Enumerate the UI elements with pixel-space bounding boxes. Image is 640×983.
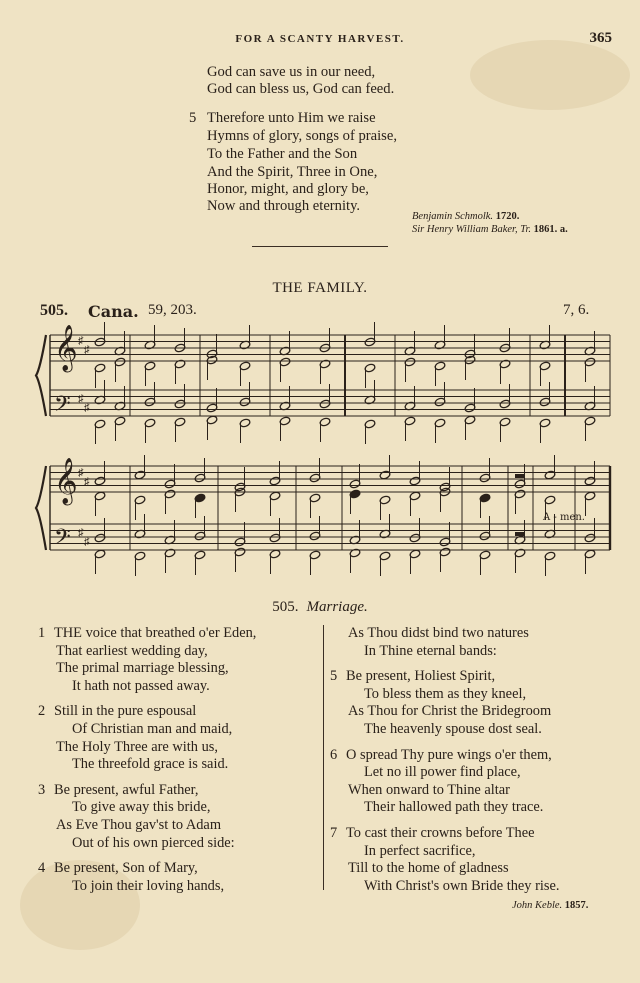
verse-line: When onward to Thine altar <box>348 781 510 798</box>
sharp-icon: ♯ <box>78 527 84 539</box>
treble-clef-icon: 𝄞 <box>54 325 78 371</box>
page-number: 365 <box>589 30 612 46</box>
verse-line: 1 THE voice that breathed o'er Eden, <box>38 625 257 641</box>
verse-line: God can bless us, God can feed. <box>207 81 395 97</box>
treble-clef-icon: 𝄞 <box>54 458 78 504</box>
verse-line: That earliest wedding day, <box>56 642 208 659</box>
verse-line: The Holy Three are with us, <box>56 738 218 755</box>
verse-line: 3 Be present, awful Father, <box>38 781 199 798</box>
bass-clef-icon: 𝄢 <box>54 392 71 422</box>
verse-line: Honor, might, and glory be, <box>207 181 369 197</box>
sharp-icon: ♯ <box>78 393 84 405</box>
sharp-icon: ♯ <box>84 536 90 548</box>
section-title: THE FAMILY. <box>272 280 368 296</box>
verse-line: Now and through eternity. <box>207 198 361 214</box>
verse-line: The primal marriage blessing, <box>56 660 229 677</box>
verse-line: As Thou didst bind two natures <box>348 625 529 641</box>
author-credit: Benjamin Schmolk. 1720. <box>412 211 520 222</box>
verse-line: 2 Still in the pure espousal <box>38 703 197 720</box>
verse-line: 5 Be present, Holiest Spirit, <box>330 668 496 685</box>
paper-stain <box>470 40 630 110</box>
verse-line: To the Father and the Son <box>207 146 358 162</box>
verse-line: The heavenly spouse dost seal. <box>364 720 542 737</box>
verse-line: Hymns of glory, songs of praise, <box>207 128 397 144</box>
verse-line: Therefore unto Him we raise <box>207 110 376 126</box>
verse-line: Out of his own pierced side: <box>72 834 235 851</box>
author-credit: John Keble. 1857. <box>512 900 589 911</box>
tune-reference: 59, 203. <box>148 302 197 318</box>
verse-line: 6 O spread Thy pure wings o'er them, <box>330 746 552 763</box>
verse-line: To give away this bride, <box>72 799 211 816</box>
verse-line: To join their loving hands, <box>72 877 225 894</box>
translator-credit: Sir Henry William Baker, Tr. 1861. a. <box>412 224 568 235</box>
brace-icon <box>36 466 46 550</box>
verse-line: In Thine eternal bands: <box>364 642 497 659</box>
verse-line: 4 Be present, Son of Mary, <box>38 860 198 877</box>
sharp-icon: ♯ <box>84 344 90 356</box>
tune-meter: 7, 6. <box>563 302 590 318</box>
sharp-icon: ♯ <box>78 467 84 479</box>
rest-icon <box>515 474 525 478</box>
sharp-icon: ♯ <box>78 335 84 347</box>
sharp-icon: ♯ <box>84 476 90 488</box>
verse-line: And the Spirit, Three in One, <box>207 164 378 180</box>
amen-text: A - men. <box>543 512 585 523</box>
hymn-title: 505. Marriage. <box>272 599 368 615</box>
verse-line: In perfect sacrifice, <box>364 842 476 859</box>
verse-line: To bless them as they kneel, <box>364 685 527 702</box>
verse-line: As Thou for Christ the Bridegroom <box>348 703 552 720</box>
music-score <box>0 320 640 585</box>
tune-name: Cana. <box>88 302 139 321</box>
verse-line: 7 To cast their crowns before Thee <box>330 824 535 841</box>
verse-line: Their hallowed path they trace. <box>364 799 544 816</box>
verse-line: Let no ill power find place, <box>364 764 521 781</box>
stanza-number: 5 <box>189 110 197 126</box>
verse-line: The threefold grace is said. <box>72 756 229 773</box>
verse-line: Till to the home of gladness <box>348 860 509 877</box>
running-title: FOR A SCANTY HARVEST. <box>235 33 405 45</box>
bass-clef-icon: 𝄢 <box>54 525 71 555</box>
brace-icon <box>36 335 46 416</box>
sharp-icon: ♯ <box>84 402 90 414</box>
verse-line: God can save us in our need, <box>207 64 376 80</box>
verse-line: As Eve Thou gav'st to Adam <box>56 816 222 833</box>
verse-line: Of Christian man and maid, <box>72 720 233 737</box>
verse-line: It hath not passed away. <box>72 677 210 694</box>
divider-rule <box>252 246 388 247</box>
rest-icon <box>515 532 525 536</box>
tune-number: 505. <box>40 302 68 319</box>
hymn-left-column <box>38 625 256 895</box>
hymn-right-column <box>330 625 559 895</box>
verse-line: With Christ's own Bride they rise. <box>364 877 560 894</box>
column-divider <box>323 625 324 890</box>
